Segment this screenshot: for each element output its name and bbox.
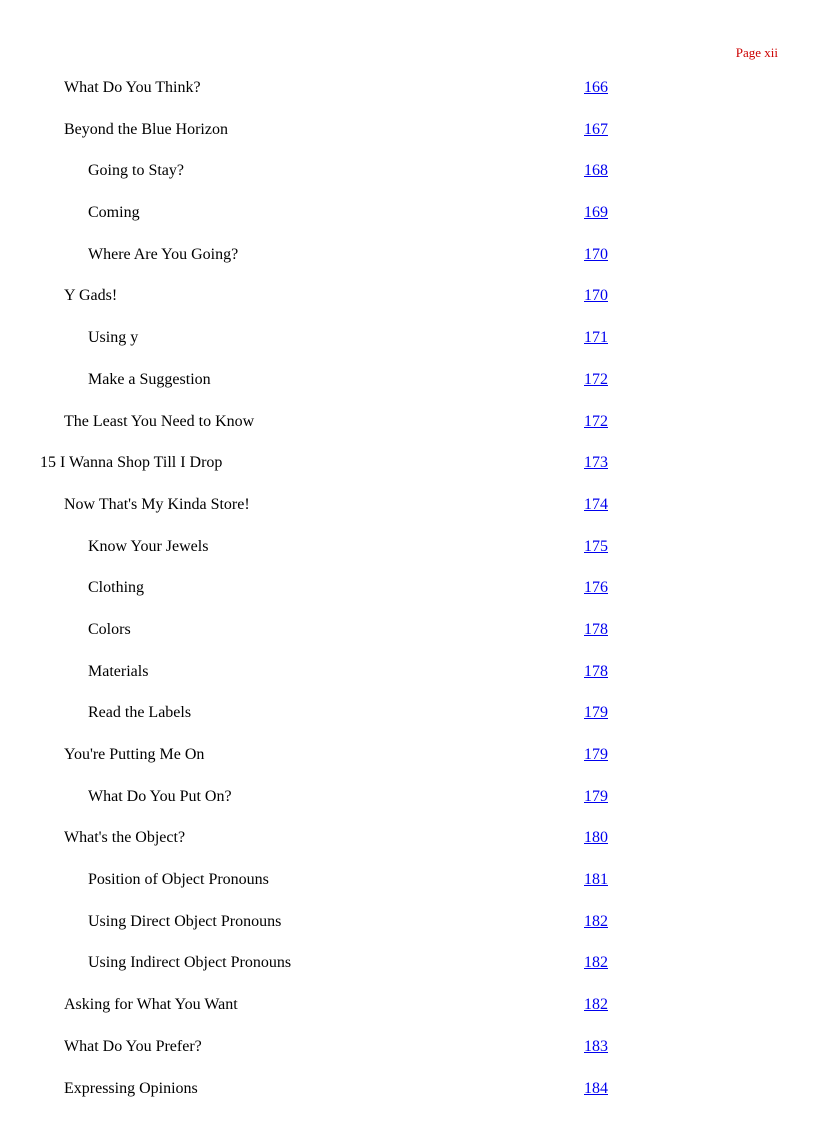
toc-row [0,68,816,110]
toc-page-link[interactable]: 179 [584,704,608,722]
toc-page-link[interactable]: 169 [584,204,608,222]
toc-page-link[interactable]: 173 [584,454,608,472]
toc-page-link[interactable]: 180 [584,829,608,847]
toc-page-link[interactable]: 182 [584,954,608,972]
toc-chapter-title: 15 I Wanna Shop Till I Drop [40,454,223,472]
toc-page-link[interactable]: 170 [584,245,608,263]
toc-entry-title: What Do You Put On? [88,787,232,805]
toc-row [0,735,816,777]
toc-entry-title: What Do You Think? [64,79,201,96]
toc-page-link[interactable]: 183 [584,1037,608,1055]
toc-row [0,1027,816,1069]
toc-row [0,527,816,569]
toc-page-link[interactable]: 171 [584,329,608,347]
toc-entry-title: Asking for What You Want [64,996,238,1014]
toc-page-link[interactable]: 182 [584,912,608,930]
toc-entry-title: Read the Labels [88,704,192,722]
toc-page-link[interactable]: 179 [584,787,608,805]
toc-row [0,610,816,652]
toc-entry-title: Beyond the Blue Horizon [64,120,228,138]
toc-entry-title: Going to Stay? [88,162,184,180]
toc-page-link[interactable]: 175 [584,537,608,555]
toc-entry-title: Position of Object Pronouns [88,871,269,889]
toc-page-link[interactable]: 167 [584,120,608,138]
toc-page-link[interactable]: 176 [584,579,608,597]
toc-row [0,568,816,610]
toc-entry-title: You're Putting Me On [64,746,205,763]
toc-entry-title: Using Indirect Object Pronouns [88,954,292,972]
toc-entry-title: What Do You Prefer? [64,1037,202,1055]
toc-page-link[interactable]: 172 [584,370,608,388]
toc-entry-title: Now That's My Kinda Store! [64,495,250,513]
toc-row [0,110,816,152]
toc-chapter-row [0,443,816,485]
toc-page-link[interactable]: 166 [584,79,608,96]
page-number-label: Page xii [735,45,778,60]
toc-row [0,193,816,235]
toc-row [0,985,816,1027]
toc-row [0,276,816,318]
toc-row [0,151,816,193]
toc-page-link[interactable]: 179 [584,746,608,763]
toc-page-link[interactable]: 170 [584,287,608,305]
toc-entry-title: Using y [88,329,139,347]
toc-entry-title: The Least You Need to Know [64,412,255,430]
toc-page-link[interactable]: 182 [584,996,608,1014]
toc-page-link[interactable]: 181 [584,871,608,889]
toc-page-link[interactable]: 184 [584,1079,608,1097]
toc-entry-title: Materials [88,662,149,680]
toc-entry-title: Make a Suggestion [88,370,211,388]
toc-row [0,235,816,277]
toc-row [0,818,816,860]
toc-row [0,652,816,694]
toc-page-link[interactable]: 172 [584,412,608,430]
toc-page-link[interactable]: 168 [584,162,608,180]
toc-row [0,777,816,819]
toc-entry-title: Expressing Opinions [64,1079,198,1097]
toc-row [0,318,816,360]
table-of-contents [0,68,816,1110]
toc-row [0,860,816,902]
toc-row [0,902,816,944]
toc-entry-title: Using Direct Object Pronouns [88,912,282,930]
toc-row [0,1069,816,1111]
toc-row [0,485,816,527]
toc-entry-title: What's the Object? [64,829,186,847]
toc-row [0,693,816,735]
toc-entry-title: Where Are You Going? [88,245,239,263]
toc-entry-title: Colors [88,620,131,638]
toc-entry-title: Clothing [88,579,145,597]
toc-page-link[interactable]: 178 [584,620,608,638]
toc-row [0,402,816,444]
toc-row [0,943,816,985]
toc-page-link[interactable]: 174 [584,495,608,513]
toc-entry-title: Y Gads! [64,287,118,305]
toc-entry-title: Know Your Jewels [88,537,209,555]
toc-page-link[interactable]: 178 [584,662,608,680]
toc-entry-title: Coming [88,204,140,222]
toc-row [0,360,816,402]
